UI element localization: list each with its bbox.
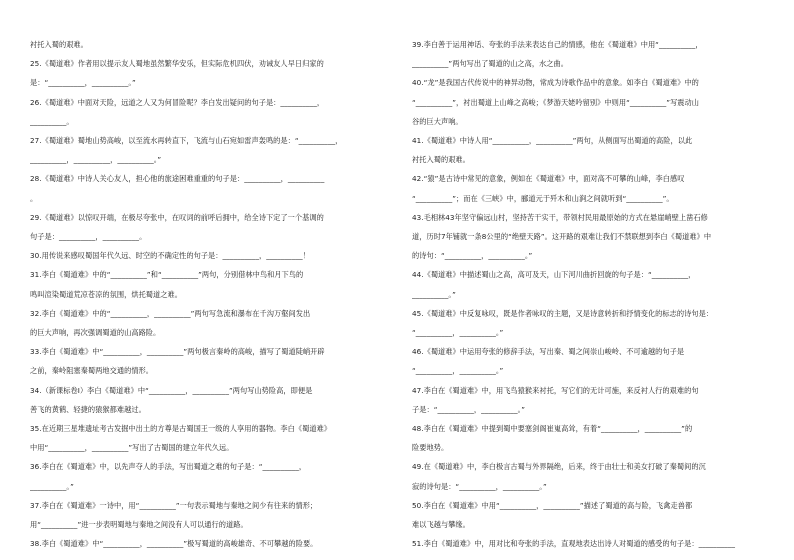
text-line: __________”两句写出了蜀道的山之高，水之曲。 — [412, 59, 569, 68]
text-line: 51.李白《蜀道难》中，用对比和夸张的手法，直观地表达出诗人对蜀道的感受的句子是：__________ — [412, 539, 736, 548]
text-line: 子是：“__________，__________。” — [412, 405, 526, 414]
text-line: 43.毛相林43年坚守偏远山村，坚持苦干实干，带领村民用最原始的方式在悬崖峭壁上凿石修 — [412, 213, 708, 222]
text-line: 善飞的黄鹤、轻捷的猿猴都难越过。 — [30, 405, 146, 414]
text-line: 29.《蜀道难》以惊叹开端，在极尽夸张中，在叹词的前呼后拥中，给全诗下定了一个基调的 — [30, 213, 324, 222]
text-line: 寂的诗句是：“__________，__________。” — [412, 482, 547, 491]
text-line: 衬托入蜀的艰难。 — [30, 40, 88, 49]
text-line: 的巨大声响，再次强调蜀道的山高路险。 — [30, 328, 161, 337]
text-line: 道，历时7年铺就一条8公里的“绝壁天路”。这开路的艰难让我们不禁联想到李白《蜀道难》中 — [412, 232, 712, 241]
text-line: 42.“猿”是古诗中常见的意象，例如在《蜀道难》中，面对高不可攀的山峰，李白感叹 — [412, 174, 685, 183]
text-line: 是：“__________，__________。” — [30, 78, 136, 87]
text-line: 31.李白《蜀道难》中的“__________”和“__________”两句，分别借林中鸟和月下鸟的 — [30, 270, 304, 279]
text-line: __________。 — [30, 117, 74, 126]
text-line: 40.“龙”是我国古代传说中的神异动物，常成为诗歌作品中的意象。如李白《蜀道难》中的 — [412, 78, 699, 87]
text-line: 险要地势。 — [412, 443, 449, 452]
text-line: 27.《蜀道难》蜀地山势高峻，以至流水再转直下，飞流与山石宛如雷声轰鸣的是：“__________， — [30, 136, 343, 145]
text-line: __________。” — [30, 482, 74, 491]
text-line: 25.《蜀道难》作者用以提示友人蜀地虽然繁华安乐，但实际危机四伏，劝诫友人早日归家的 — [30, 59, 324, 68]
text-line: 32.李白《蜀道难》中的“__________，__________”两句写急流和瀑布在千沟万壑间发出 — [30, 309, 311, 318]
text-line: “__________，__________。” — [412, 328, 504, 337]
text-line: 44.《蜀道难》中描述蜀山之高，高可及天，山下河川曲折回旋的句子是：“__________， — [412, 270, 696, 279]
text-line: 39.李白善于运用神话、夸张的手法来表达自己的情感，他在《蜀道难》中用“__________， — [412, 40, 703, 49]
text-line: 用“__________”进一步表明蜀地与秦地之间没有人可以通行的道路。 — [30, 520, 248, 529]
text-line: “__________”；而在《三峡》中，郦道元于歼木和山涧之间就听到“__________”。 — [412, 194, 674, 203]
text-line: 的诗句：“__________，__________。” — [412, 251, 533, 260]
text-line: 句子是：__________，__________。 — [30, 232, 147, 241]
text-line: __________，__________，__________。” — [30, 155, 162, 164]
text-line: 49.在《蜀道难》中，李白极言古蜀与外界隔绝，后来，终于由壮士和美女打破了秦蜀间的沉 — [412, 462, 706, 471]
text-line: 50.李白在《蜀道难》中用“__________，__________”描述了蜀道的高与险，飞禽走兽都 — [412, 501, 693, 510]
text-line: 33.李白《蜀道难》中“__________，__________”两句极言秦岭的高峻，描写了蜀道陡峭开辟 — [30, 347, 325, 356]
text-line: “__________，__________。” — [412, 366, 504, 375]
text-line: 之前，秦岭阻塞秦蜀两地交通的情形。 — [30, 366, 154, 375]
text-line: 衬托入蜀的艰难。 — [412, 155, 470, 164]
text-line: 30.用传说来感叹蜀国年代久远、时空的不确定性的句子是：__________，__________！ — [30, 251, 310, 260]
text-line: 36.李白在《蜀道难》中，以先声夺人的手法，写出蜀道之难的句子是：“__________， — [30, 462, 307, 471]
text-line: __________。” — [412, 290, 456, 299]
text-line: 41.《蜀道难》中诗人用“__________，__________”两句，从侧面写出蜀道的高险，以此 — [412, 136, 693, 145]
text-line: 34.（新课标卷Ⅰ）李白《蜀道难》中“__________，__________”两句写山势险高，即便是 — [30, 386, 313, 395]
text-line: 28.《蜀道难》中诗人关心友人，担心他的旅途困难重重的句子是：__________，__________ — [30, 174, 325, 183]
text-line: 35.在近期三星堆遗址考古发掘中出土的方尊是古蜀国王一级的人享用的器物。李白《蜀道难》 — [30, 424, 332, 433]
text-line: 38.李白《蜀道难》中“__________，__________”极写蜀道的高峻雄奇、不可攀越的险要。 — [30, 539, 318, 548]
text-line: 47.李白在《蜀道难》中，用飞鸟猿猴来衬托，写它们的无计可施，来反衬人行的艰难的句 — [412, 386, 699, 395]
text-line: 难以飞越与攀缘。 — [412, 520, 470, 529]
text-line: “__________”，衬出蜀道上山峰之高峻；《梦游天姥吟留别》中则用“__________”写震动山 — [412, 98, 700, 107]
text-line: 谷的巨大声响。 — [412, 117, 463, 126]
text-line: 26.《蜀道难》中面对天险，远道之人又为何冒险呢？李白发出疑问的句子是：__________， — [30, 98, 325, 107]
text-line: 鸣叫渲染蜀道荒凉苍凉的氛围，烘托蜀道之难。 — [30, 290, 182, 299]
text-line: 。 — [30, 194, 38, 203]
text-line: 45.《蜀道难》中反复咏叹，既是作者咏叹的主题，又是诗意转折和抒情变化的标志的诗句是： — [412, 309, 714, 318]
text-line: 48.李白在《蜀道难》中提到蜀中要塞剑阁崔嵬高耸，有着“__________，__________”的 — [412, 424, 693, 433]
text-line: 中用“__________，__________”写出了古蜀国的建立年代久远。 — [30, 443, 234, 452]
text-line: 37.李白在《蜀道难》一诗中，用“__________”一句表示蜀地与秦地之间少有往来的情形； — [30, 501, 318, 510]
text-line: 46.《蜀道难》中运用夸张的修辞手法，写出秦、蜀之间崇山峻岭、不可逾越的句子是 — [412, 347, 685, 356]
